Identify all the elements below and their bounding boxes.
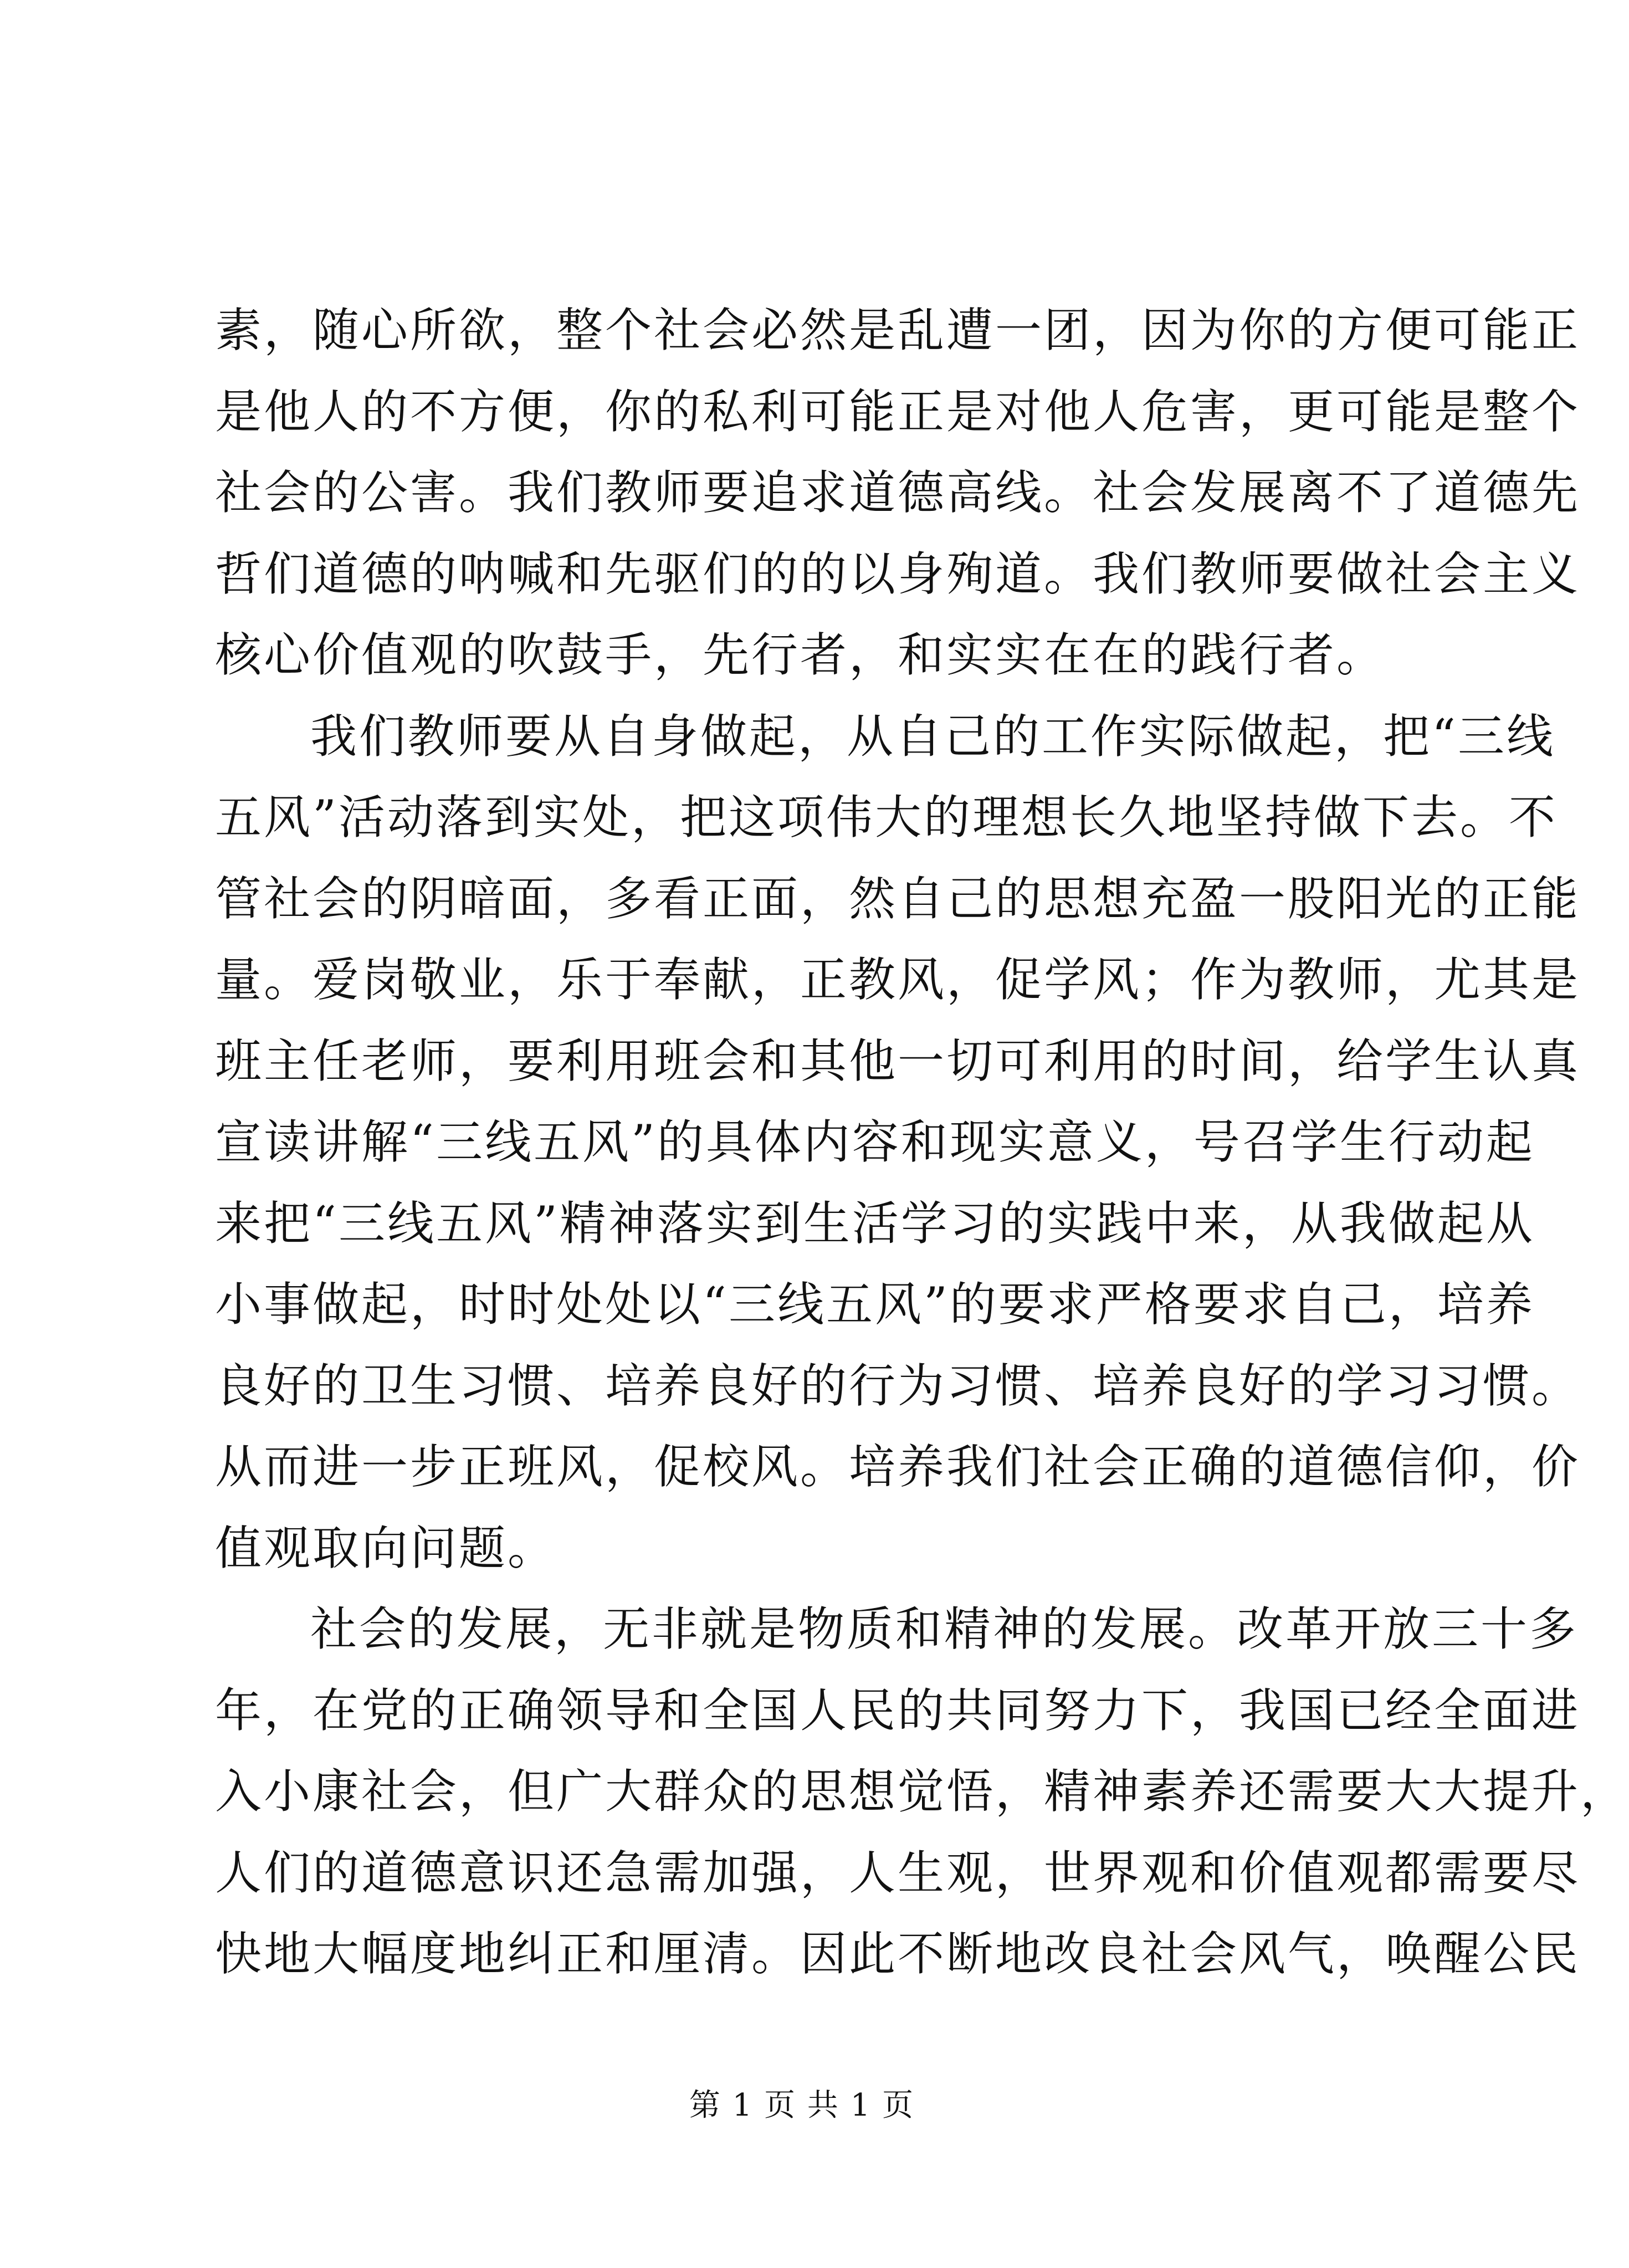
text-line: 核心价值观的吹鼓手，先行者，和实实在在的践行者。 [215, 628, 1386, 682]
text-line: 入小康社会，但广大群众的思想觉悟，精神素养还需要大大提升， [215, 1764, 1629, 1819]
page-footer [0, 2086, 1604, 2125]
text-line: 我们教师要从自身做起，从自己的工作实际做起，把“三线 [310, 709, 1555, 764]
text-line: 哲们道德的呐喊和先驱们的的以身殉道。我们教师要做社会主义 [215, 546, 1581, 601]
paragraph-1 [215, 290, 1581, 696]
text-line: 从而进一步正班风，促校风。培养我们社会正确的道德信仰，价 [215, 1440, 1581, 1494]
text-line: 年，在党的正确领导和全国人民的共同努力下，我国已经全面进 [215, 1683, 1581, 1738]
text-line: 人们的道德意识还急需加强，人生观，世界观和价值观都需要尽 [215, 1845, 1581, 1900]
text-line: 快地大幅度地纠正和厘清。因此不断地改良社会风气，唤醒公民 [215, 1927, 1581, 1981]
text-line: 管社会的阴暗面，多看正面，然自己的思想充盈一股阳光的正能 [215, 871, 1581, 926]
text-line: 社会的发展，无非就是物质和精神的发展。改革开放三十多 [310, 1602, 1579, 1656]
text-line: 素，随心所欲，整个社会必然是乱遭一团，因为你的方便可能正 [215, 303, 1581, 357]
document-body [215, 290, 1629, 1995]
text-line: 量。爱岗敬业，乐于奉献，正教风，促学风；作为教师，尤其是 [215, 953, 1581, 1007]
text-line: 宣读讲解“三线五风”的具体内容和现实意义，号召学生行动起 [215, 1115, 1535, 1169]
text-line: 五风”活动落到实处，把这项伟大的理想长久地坚持做下去。不 [215, 790, 1558, 844]
page-number-label: 第 1 页 共 1 页 [689, 2087, 915, 2123]
text-line: 值观取向问题。 [215, 1520, 557, 1575]
paragraph-2 [215, 696, 1581, 1589]
text-line: 来把“三线五风”精神落实到生活学习的实践中来，从我做起从 [215, 1196, 1535, 1251]
text-line: 班主任老师，要利用班会和其他一切可利用的时间，给学生认真 [215, 1033, 1581, 1088]
text-line: 小事做起，时时处处以“三线五风”的要求严格要求自己，培养 [215, 1277, 1535, 1332]
text-line: 社会的公害。我们教师要追求道德高线。社会发展离不了道德先 [215, 465, 1581, 520]
text-line: 良好的卫生习惯、培养良好的行为习惯、培养良好的学习习惯。 [215, 1358, 1581, 1413]
text-line: 是他人的不方便，你的私利可能正是对他人危害，更可能是整个 [215, 384, 1581, 439]
paragraph-3 [215, 1589, 1629, 1995]
